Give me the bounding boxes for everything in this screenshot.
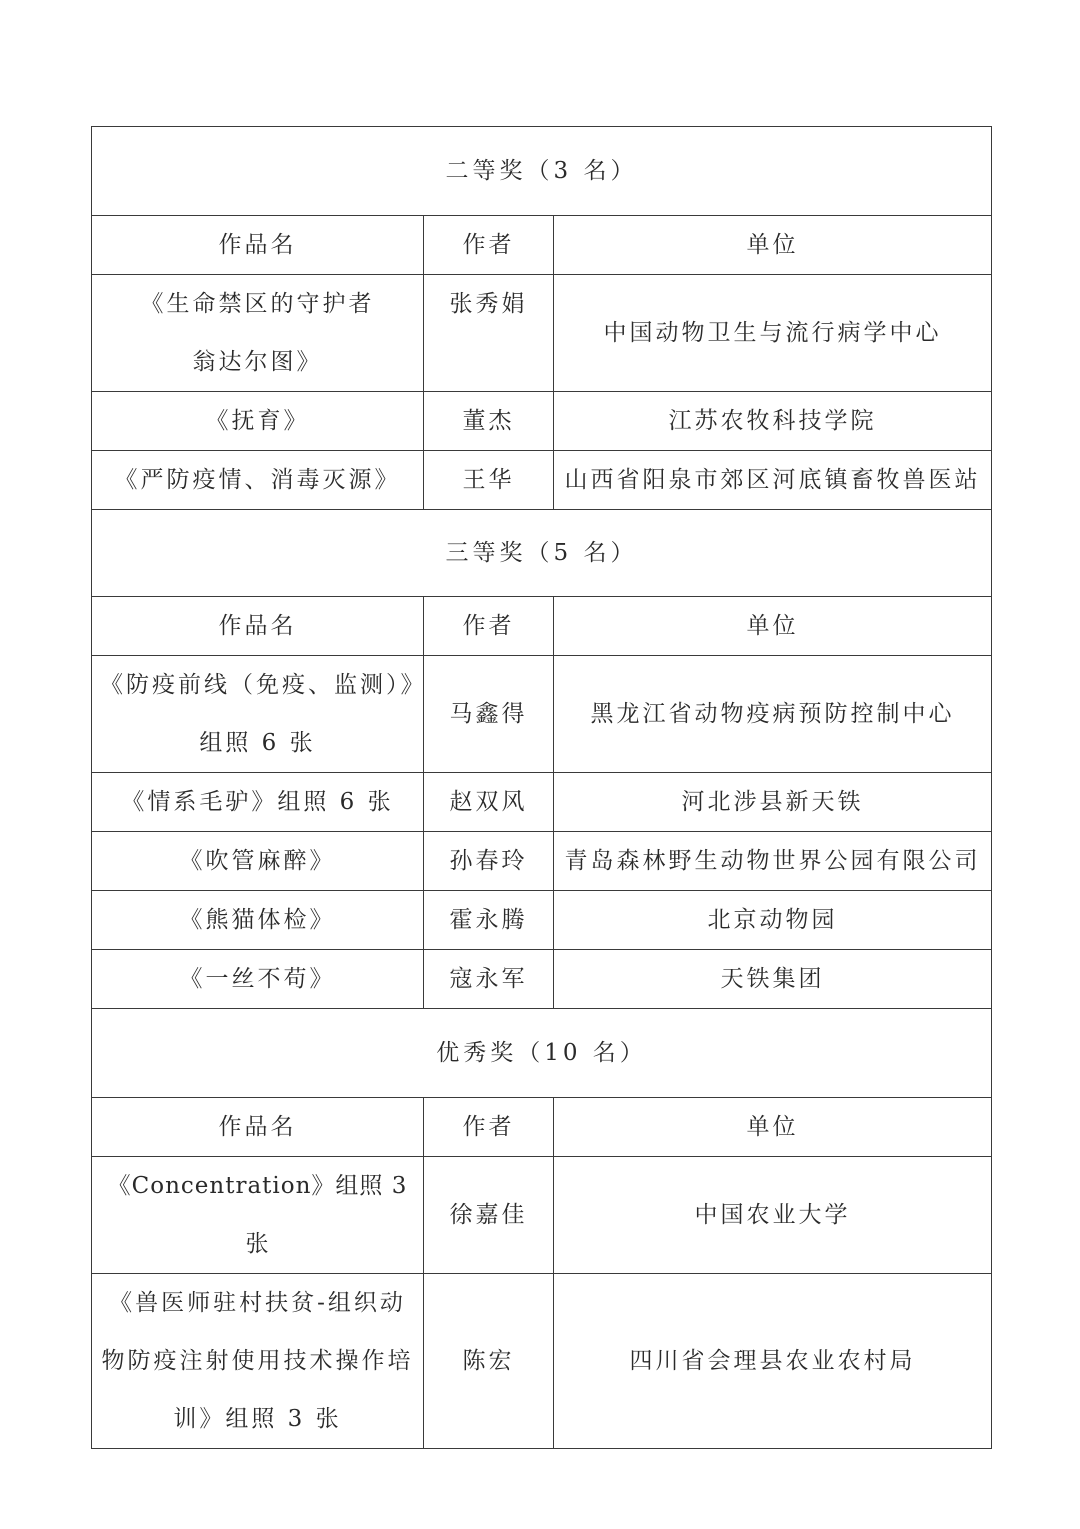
- unit: 四川省会理县农业农村局: [554, 1274, 992, 1449]
- unit: 天铁集团: [554, 950, 992, 1009]
- unit: 中国动物卫生与流行病学中心: [554, 275, 992, 392]
- unit: 山西省阳泉市郊区河底镇畜牧兽医站: [554, 451, 992, 510]
- column-header-title: 作品名: [92, 1098, 424, 1157]
- work-title: 《Concentration》组照 3 张: [92, 1157, 424, 1274]
- author: 董杰: [424, 392, 554, 451]
- work-title: 《情系毛驴》组照 6 张: [92, 773, 424, 832]
- section-heading-row: [92, 510, 992, 597]
- column-header-unit: 单位: [554, 216, 992, 275]
- section-heading-row: [92, 1009, 992, 1098]
- table-row: [92, 1157, 992, 1274]
- work-title-line: 训》组照 3 张: [173, 1406, 342, 1432]
- awards-table: [91, 126, 992, 1449]
- table-row: [92, 275, 992, 392]
- author: 孙春玲: [424, 832, 554, 891]
- work-title-line: 物防疫注射使用技术操作培: [101, 1348, 414, 1374]
- work-title-line: 《生命禁区的守护者: [140, 291, 375, 317]
- work-title-line: 《兽医师驻村扶贫-组织动: [109, 1290, 406, 1316]
- column-header-author: 作者: [424, 1098, 554, 1157]
- author: 霍永腾: [424, 891, 554, 950]
- unit: 河北涉县新天铁: [554, 773, 992, 832]
- table-row: [92, 392, 992, 451]
- work-title: 《吹管麻醉》: [92, 832, 424, 891]
- work-title: [92, 275, 424, 392]
- work-title: 《抚育》: [92, 392, 424, 451]
- column-header-unit: 单位: [554, 597, 992, 656]
- work-title: 《严防疫情、消毒灭源》: [92, 451, 424, 510]
- table-row: [92, 950, 992, 1009]
- column-header-author: 作者: [424, 597, 554, 656]
- work-title: 《一丝不苟》: [92, 950, 424, 1009]
- author: 马鑫得: [424, 656, 554, 773]
- work-title-line: 翁达尔图》: [192, 349, 323, 375]
- unit: 北京动物园: [554, 891, 992, 950]
- column-header-row: [92, 597, 992, 656]
- author: 寇永军: [424, 950, 554, 1009]
- unit: 中国农业大学: [554, 1157, 992, 1274]
- author: 赵双风: [424, 773, 554, 832]
- author: 徐嘉佳: [424, 1157, 554, 1274]
- column-header-author: 作者: [424, 216, 554, 275]
- author: 王华: [424, 451, 554, 510]
- unit: 江苏农牧科技学院: [554, 392, 992, 451]
- table-row: [92, 656, 992, 773]
- column-header-unit: 单位: [554, 1098, 992, 1157]
- work-title-line: 组照 6 张: [199, 730, 316, 756]
- table-row: [92, 451, 992, 510]
- table-row: [92, 832, 992, 891]
- unit: 青岛森林野生动物世界公园有限公司: [554, 832, 992, 891]
- section-heading: 二等奖（3 名）: [92, 127, 992, 216]
- column-header-title: 作品名: [92, 597, 424, 656]
- work-title: [92, 1274, 424, 1449]
- table-row: [92, 773, 992, 832]
- table-row: [92, 1274, 992, 1449]
- section-heading: 优秀奖（10 名）: [92, 1009, 992, 1098]
- work-title: 《熊猫体检》: [92, 891, 424, 950]
- section-heading-row: [92, 127, 992, 216]
- column-header-title: 作品名: [92, 216, 424, 275]
- column-header-row: [92, 1098, 992, 1157]
- author: 陈宏: [424, 1274, 554, 1449]
- work-title: [92, 656, 427, 773]
- unit: 黑龙江省动物疫病预防控制中心: [554, 656, 992, 773]
- author: 张秀娟: [424, 275, 554, 392]
- section-heading: 三等奖（5 名）: [92, 510, 992, 597]
- table-row: [92, 891, 992, 950]
- work-title-line: 《防疫前线（免疫、监测）》: [100, 672, 427, 698]
- column-header-row: [92, 216, 992, 275]
